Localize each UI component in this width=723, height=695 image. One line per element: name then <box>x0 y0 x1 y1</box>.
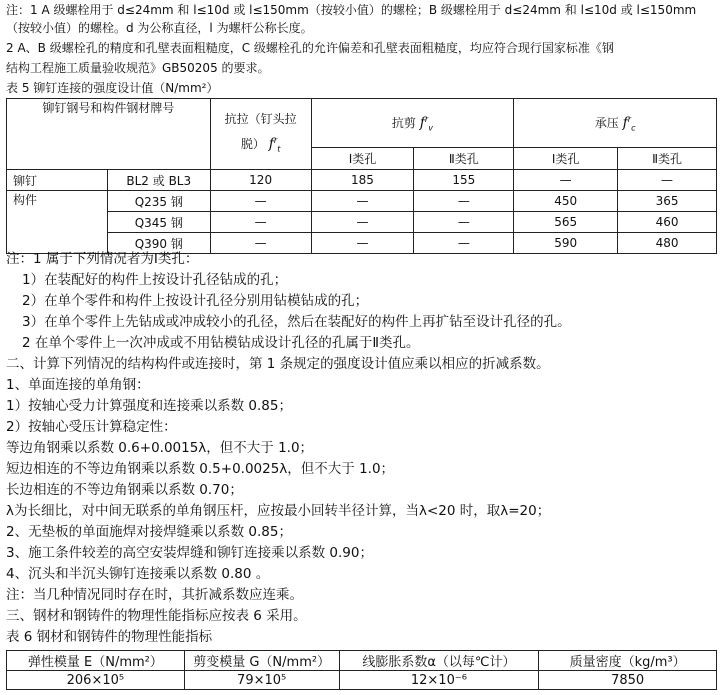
table6-header-row <box>7 651 717 671</box>
table5-header-bearing <box>514 99 717 148</box>
body-line-15: 3、施工条件较差的高空安装焊缝和铆钉连接乘以系数 0.90； <box>6 545 373 561</box>
row-group: 铆钉 <box>7 170 108 191</box>
row-bearing1: 590 <box>514 233 618 254</box>
tension-sub: t <box>277 144 281 154</box>
table5-header-grade-label: 铆钉钢号和构件钢材牌号 <box>42 101 175 115</box>
row-shear2: — <box>414 191 514 212</box>
table6-header-alpha: 线膨胀系数α（以每℃计） <box>339 651 539 671</box>
table6-value-row <box>7 671 717 690</box>
shear-label: 抗剪 <box>391 116 416 130</box>
row-bearing1: 565 <box>514 212 618 233</box>
bearing-label: 承压 <box>594 116 619 130</box>
table5-header-shear <box>311 99 514 148</box>
note-line-4: 结构工程施工质量验收规范》GB50205 的要求。 <box>6 61 270 75</box>
shear-sup: r <box>424 115 429 124</box>
row-shear1: — <box>311 191 414 212</box>
shear-symbol: f <box>419 115 425 131</box>
row-tension: 120 <box>210 170 311 191</box>
row-grade: Q345 钢 <box>107 212 210 233</box>
row-tension: — <box>210 233 311 254</box>
row-bearing2: 480 <box>618 233 717 254</box>
table6-header-e: 弹性模量 E（N/mm²） <box>7 651 185 671</box>
bearing-class1-header: Ⅰ类孔 <box>514 148 618 170</box>
body-line-18: 三、钢材和钢铸件的物理性能指标应按表 6 采用。 <box>6 608 307 624</box>
body-line-1: 注：1 属于下列情况者为Ⅰ类孔： <box>6 251 199 267</box>
body-line-2: 1）在装配好的构件上按设计孔径钻成的孔； <box>22 272 288 288</box>
row-grade: Q235 钢 <box>107 191 210 212</box>
shear-class1-header: Ⅰ类孔 <box>311 148 414 170</box>
row-bearing2: — <box>618 170 717 191</box>
row-shear1: — <box>311 212 414 233</box>
table6-header-density: 质量密度（kg/m³） <box>539 651 717 671</box>
table6-value-e: 206×10⁵ <box>7 671 185 690</box>
row-bearing2: 365 <box>618 191 717 212</box>
tension-label-line1: 抗拉（钉头拉 <box>224 111 297 126</box>
row-shear2: 155 <box>414 170 514 191</box>
bearing-sup: r <box>627 115 632 124</box>
shear-class2-header: Ⅱ类孔 <box>414 148 514 170</box>
row-shear2: — <box>414 212 514 233</box>
row-tension: — <box>210 212 311 233</box>
bearing-class2-header: Ⅱ类孔 <box>618 148 717 170</box>
row-grade: BL2 或 BL3 <box>107 170 210 191</box>
row-shear1: 185 <box>311 170 414 191</box>
row-bearing1: — <box>514 170 618 191</box>
table5-caption: 表 5 铆钉连接的强度设计值（N/mm²） <box>6 81 219 95</box>
body-line-4: 3）在单个零件上先钻成或冲成较小的孔径，然后在装配好的构件上再扩钻至设计孔径的孔。 <box>22 314 571 330</box>
body-line-16: 4、沉头和半沉头铆钉连接乘以系数 0.80 。 <box>6 566 270 582</box>
table5-rivet-strength <box>6 98 717 254</box>
body-line-17: 注：当几种情况同时存在时，其折减系数应连乘。 <box>6 587 303 603</box>
body-line-13: λ为长细比，对中间无联系的单角钢压杆，应按最小回转半径计算，当λ<20 时，取λ=20； <box>6 503 551 519</box>
body-line-8: 1）按轴心受力计算强度和连接乘以系数 0.85； <box>6 398 292 414</box>
table6-value-density: 7850 <box>539 671 717 690</box>
bearing-sub: c <box>631 123 636 133</box>
body-line-9: 2）按轴心受压计算稳定性： <box>6 419 177 435</box>
table5-header-grade <box>7 99 211 170</box>
body-line-5: 2 在单个零件上一次冲成或不用钻模钻成设计孔径的孔属于Ⅱ类孔。 <box>22 335 420 351</box>
note-line-3: 2 A、B 级螺栓孔的精度和孔壁表面粗糙度，C 级螺栓孔的允许偏差和孔壁表面粗糙度，均应符合现行国家标准《钢 <box>6 41 614 55</box>
body-line-14: 2、无垫板的单面施焊对接焊缝乘以系数 0.85； <box>6 524 292 540</box>
table6-header-g: 剪变模量 G（N/mm²） <box>184 651 339 671</box>
table6-value-alpha: 12×10⁻⁶ <box>339 671 539 690</box>
body-line-10: 等边角钢乘以系数 0.6+0.0015λ，但不大于 1.0； <box>6 440 314 456</box>
table6-caption: 表 6 钢材和钢铸件的物理性能指标 <box>6 629 213 645</box>
body-line-11: 短边相连的不等边角钢乘以系数 0.5+0.0025λ，但不大于 1.0； <box>6 461 395 477</box>
body-line-3: 2）在单个零件和构件上按设计孔径分别用钻模钻成的孔； <box>22 293 369 309</box>
row-shear2: — <box>414 233 514 254</box>
table-row <box>7 212 717 233</box>
body-line-6: 二、计算下列情况的结构构件或连接时，第 1 条规定的强度设计值应乘以相应的折减系数。 <box>6 356 550 372</box>
table-row <box>7 170 717 191</box>
note-line-2: （按较小值）的螺栓。d 为公称直径，l 为螺杆公称长度。 <box>6 21 313 35</box>
body-line-7: 1、单面连接的单角钢： <box>6 377 150 393</box>
tension-label-line2: 脱） <box>240 136 265 151</box>
row-group-member: 构件 <box>7 191 108 254</box>
table-row <box>7 191 717 212</box>
table6-value-g: 79×10⁵ <box>184 671 339 690</box>
row-bearing1: 450 <box>514 191 618 212</box>
tension-sup: r <box>273 135 278 145</box>
row-shear1: — <box>311 233 414 254</box>
tension-symbol: f <box>268 135 274 152</box>
table5-header-tension <box>210 99 311 170</box>
shear-sub: v <box>428 123 433 133</box>
row-grade: Q390 钢 <box>107 233 210 254</box>
body-line-12: 长边相连的不等边角钢乘以系数 0.70； <box>6 482 243 498</box>
bearing-symbol: f <box>622 115 628 131</box>
table6-physical-properties <box>6 650 717 690</box>
row-tension: — <box>210 191 311 212</box>
note-line-1: 注：1 A 级螺栓用于 d≤24mm 和 l≤10d 或 l≤150mm（按较小值）的螺栓；B 级螺栓用于 d≤24mm 和 l≤10d 或 l≤150mm <box>6 3 697 17</box>
row-bearing2: 460 <box>618 212 717 233</box>
